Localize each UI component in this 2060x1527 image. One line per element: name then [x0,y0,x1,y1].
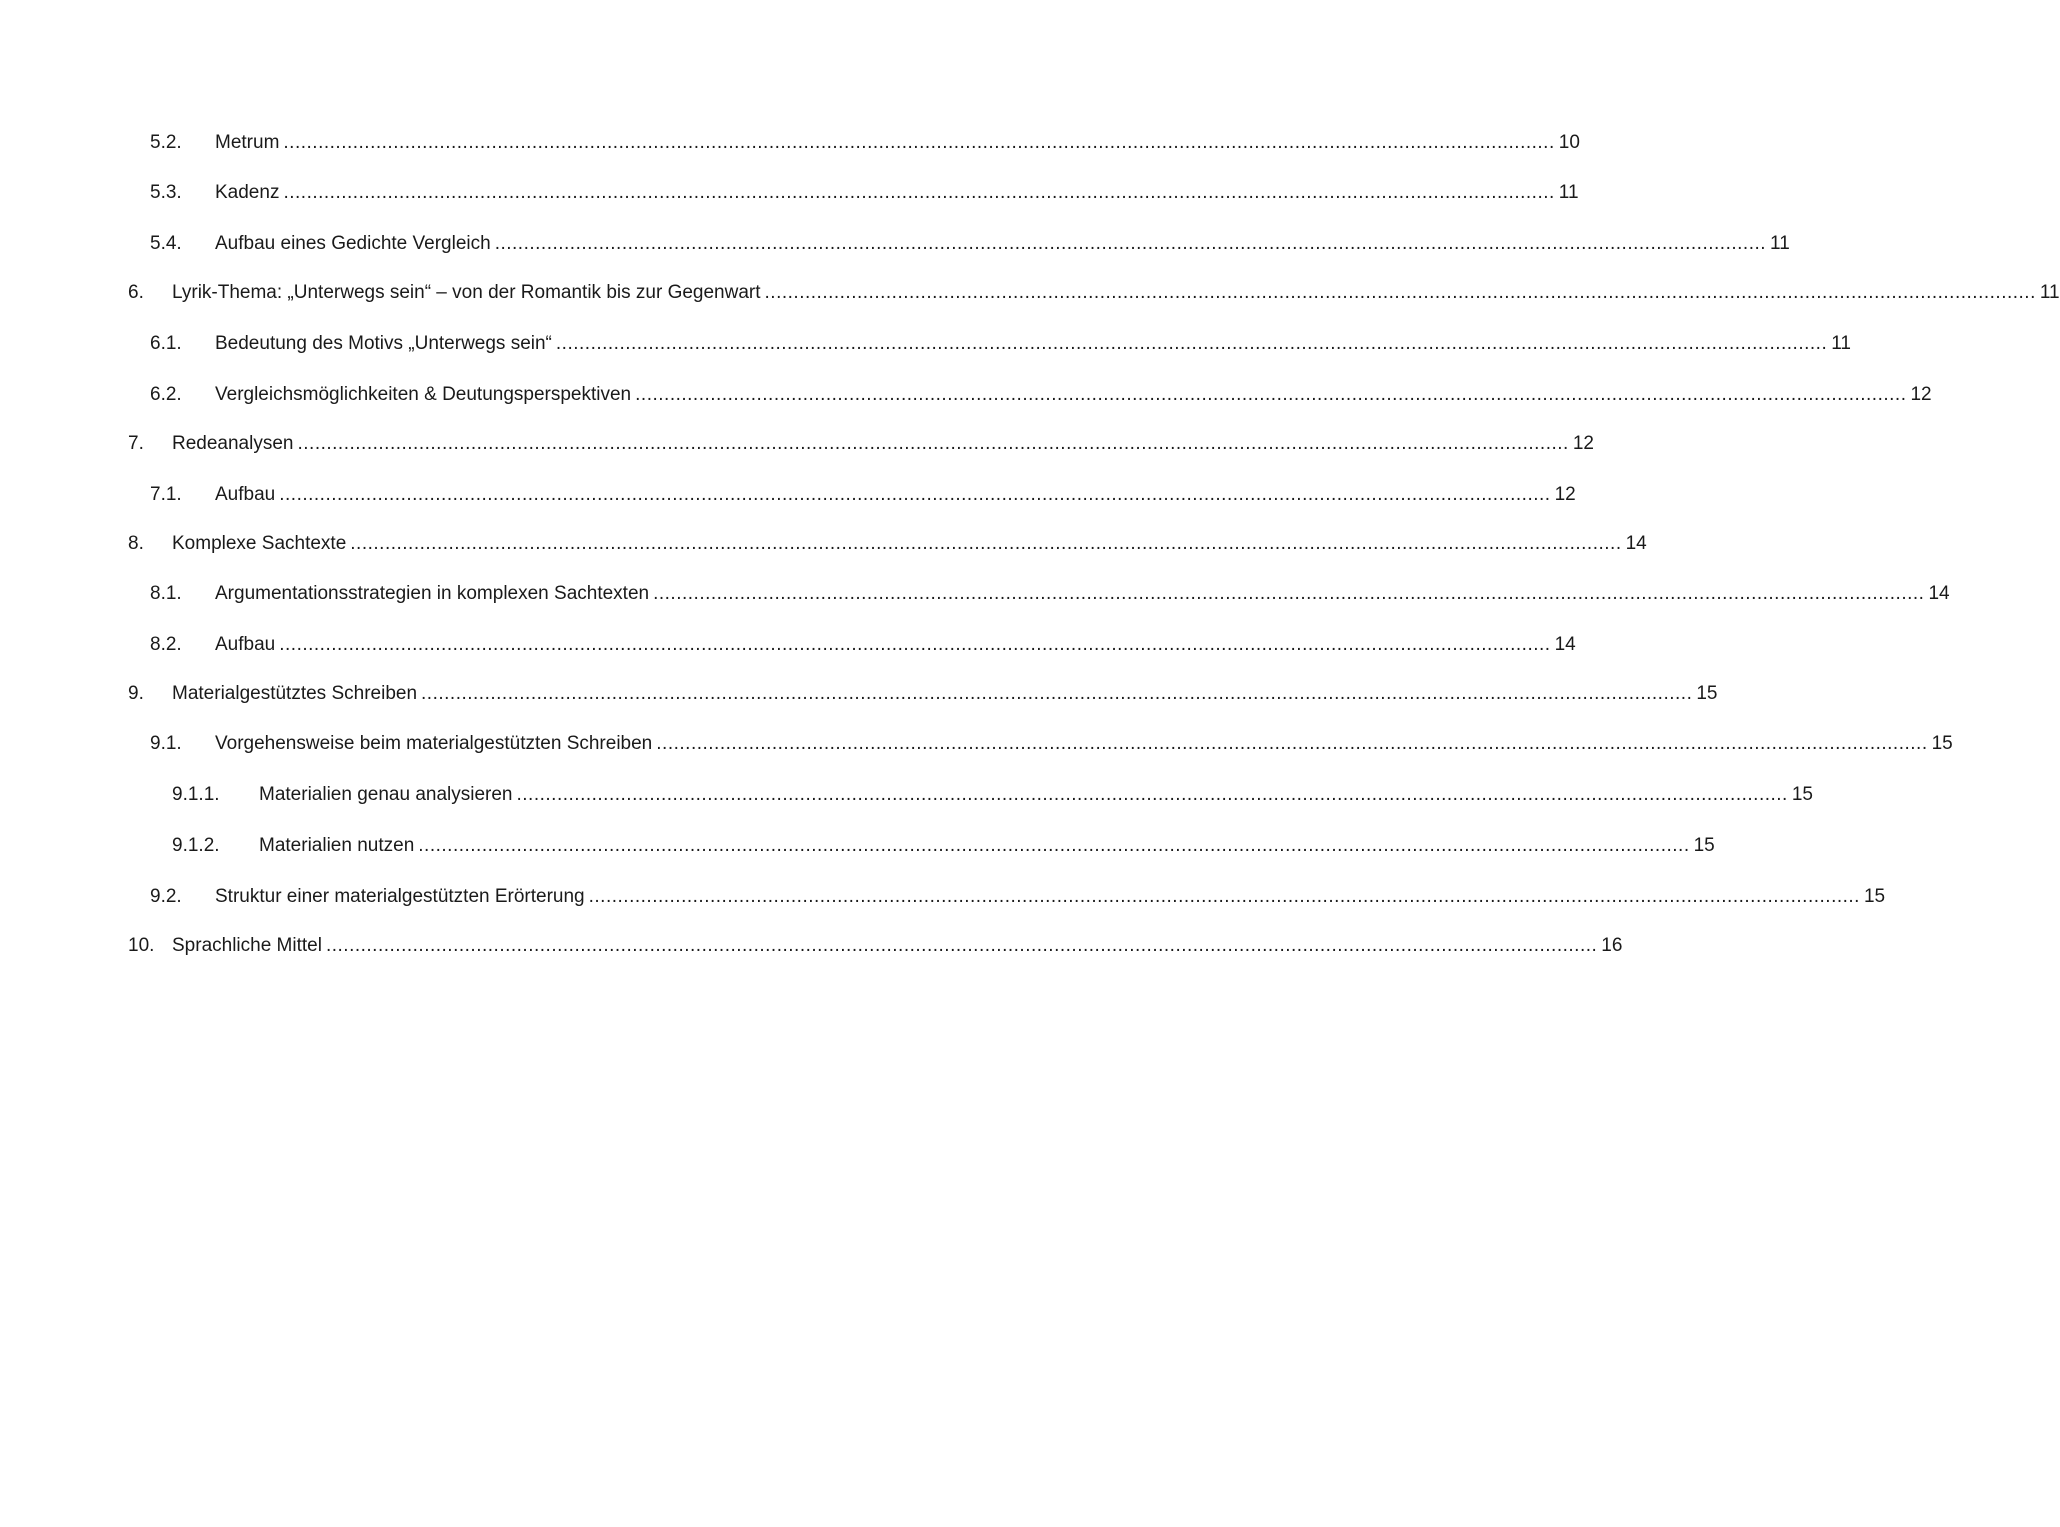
toc-leader-dots: ............................................................................................................................................................................................................................ [588,886,1860,907]
toc-entry-number: 8.1. [150,583,182,604]
toc-entry-page: 11 [2039,282,2060,303]
toc-entry-title: Vergleichsmöglichkeiten & Deutungsperspektiven [215,384,632,405]
toc-entry[interactable] [128,429,1594,459]
toc-entry-title: Bedeutung des Motivs „Unterwegs sein“ [215,333,552,354]
toc-entry[interactable] [128,278,2060,308]
toc-entry[interactable] [172,780,1813,810]
toc-entry-number: 8.2. [150,634,182,655]
toc-leader-dots: ............................................................................................................................................................................................................................ [555,333,1828,354]
toc-entry[interactable] [128,529,1647,559]
toc-entry-page: 12 [1554,484,1576,505]
toc-entry-number: 5.3. [150,182,182,203]
toc-entry-title: Kadenz [215,182,280,203]
toc-entry-page: 12 [1572,433,1594,454]
toc-entry-page: 10 [1558,132,1580,153]
toc-entry-number: 9.1.2. [172,835,220,856]
toc-entry-number: 9.2. [150,886,182,907]
toc-entry[interactable] [150,329,1851,359]
toc-entry-number: 9. [128,683,144,704]
toc-entry-title: Vorgehensweise beim materialgestützten Schreiben [215,733,653,754]
toc-entry-number: 6.2. [150,384,182,405]
toc-leader-dots: ............................................................................................................................................................................................................................ [653,583,1925,604]
toc-leader-dots: ............................................................................................................................................................................................................................ [279,634,1551,655]
toc-entry-number: 5.4. [150,233,182,254]
toc-entry-page: 16 [1601,935,1623,956]
toc-entry-title: Metrum [215,132,280,153]
toc-leader-dots: ............................................................................................................................................................................................................................ [283,182,1555,203]
toc-entry-page: 15 [1863,886,1886,907]
toc-entry-title: Aufbau [215,634,276,655]
toc-entry[interactable] [150,480,1576,510]
toc-leader-dots: ............................................................................................................................................................................................................................ [279,484,1551,505]
toc-entry-title: Aufbau [215,484,276,505]
toc-leader-dots: ............................................................................................................................................................................................................................ [421,683,1693,704]
toc-entry[interactable] [128,931,1623,961]
toc-entry-page: 12 [1910,384,1932,405]
toc-leader-dots: ............................................................................................................................................................................................................................ [350,533,1622,554]
toc-entry[interactable] [172,831,1715,861]
toc-leader-dots: ............................................................................................................................................................................................................................ [283,132,1555,153]
toc-entry-number: 10. [128,935,155,956]
toc-entry-title: Struktur einer materialgestützten Erörterung [215,886,585,907]
toc-leader-dots: ............................................................................................................................................................................................................................ [418,835,1690,856]
toc-entry-number: 7. [128,433,144,454]
toc-entry-page: 14 [1554,634,1576,655]
toc-entry[interactable] [150,579,1950,609]
toc-entry[interactable] [150,380,1932,410]
toc-entry-number: 9.1.1. [172,784,220,805]
toc-leader-dots: ............................................................................................................................................................................................................................ [325,935,1598,956]
toc-entry-number: 8. [128,533,144,554]
toc-leader-dots: ............................................................................................................................................................................................................................ [635,384,1907,405]
toc-entry[interactable] [150,178,1579,208]
toc-entry-title: Materialgestütztes Schreiben [172,683,418,704]
toc-entry-page: 15 [1931,733,1953,754]
toc-entry-page: 11 [1831,333,1851,354]
toc-entry[interactable] [128,679,1718,709]
toc-entry-title: Lyrik-Thema: „Unterwegs sein“ – von der Romantik bis zur Gegenwart [172,282,761,303]
toc-entry-number: 6. [128,282,144,303]
toc-entry-page: 15 [1693,835,1715,856]
toc-leader-dots: ............................................................................................................................................................................................................................ [656,733,1928,754]
toc-entry-title: Sprachliche Mittel [172,935,322,956]
toc-entry[interactable] [150,630,1576,660]
toc-entry[interactable] [150,229,1790,259]
toc-leader-dots: ............................................................................................................................................................................................................................ [516,784,1788,805]
toc-entry[interactable] [150,729,1953,759]
toc-leader-dots: ............................................................................................................................................................................................................................ [764,282,2036,303]
toc-entry-title: Aufbau eines Gedichte Vergleich [215,233,491,254]
toc-entry-title: Materialien genau analysieren [259,784,513,805]
toc-entry-title: Komplexe Sachtexte [172,533,347,554]
toc-entry-page: 11 [1770,233,1790,254]
toc-entry-title: Redeanalysen [172,433,294,454]
toc-entry-page: 14 [1928,583,1950,604]
toc-entry-title: Materialien nutzen [259,835,415,856]
toc-leader-dots: ............................................................................................................................................................................................................................ [297,433,1569,454]
toc-entry-page: 15 [1791,784,1813,805]
toc-entry[interactable] [150,882,1886,912]
toc-entry-page: 11 [1558,182,1579,203]
toc-entry-number: 9.1. [150,733,182,754]
toc-entry-number: 6.1. [150,333,182,354]
toc-entry[interactable] [150,128,1580,158]
toc-entry-title: Argumentationsstrategien in komplexen Sachtexten [215,583,650,604]
toc-entry-number: 5.2. [150,132,182,153]
toc-entry-page: 15 [1696,683,1718,704]
toc-leader-dots: ............................................................................................................................................................................................................................ [494,233,1767,254]
toc-entry-number: 7.1. [150,484,182,505]
toc-entry-page: 14 [1625,533,1647,554]
